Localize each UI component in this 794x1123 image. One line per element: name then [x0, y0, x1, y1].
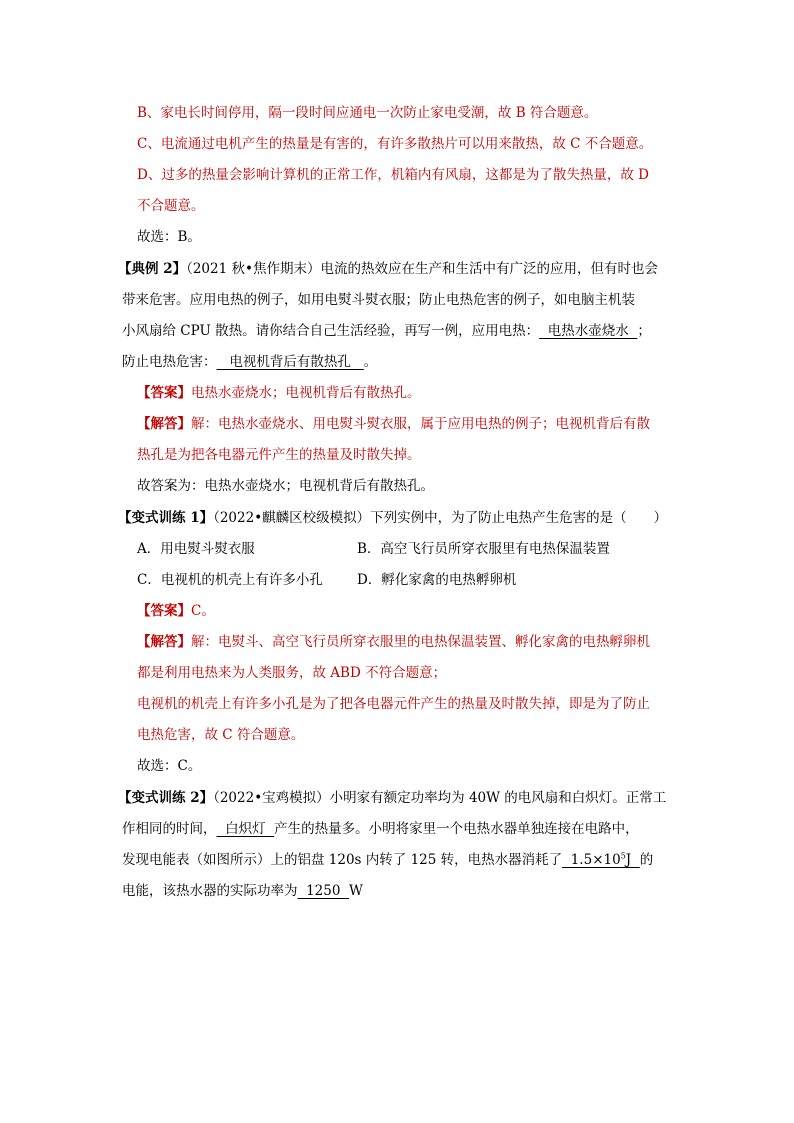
training-2-tag: 【变式训练 2】: [118, 790, 214, 806]
answer-text: 电热水壶烧水；电视机背后有散热孔。: [191, 385, 421, 401]
answer-tag: 【答案】: [137, 385, 191, 401]
training-1-option-b: B．高空飞行员所穿衣服里有电热保温装置: [357, 541, 610, 557]
training-1-answer: [137, 602, 215, 620]
training-1-question: [118, 509, 667, 527]
training-2-text: W: [349, 883, 363, 899]
example-2-question-line3: [122, 322, 651, 340]
example-2-question-line4: [122, 353, 377, 371]
training-2-text: 电能，该热水器的实际功率为: [122, 883, 298, 899]
option-d-text-line1: D、过多的热量会影响计算机的正常工作，机箱内有风扇，这都是为了散失热量，故 D: [137, 167, 649, 183]
training-2-question-line2: [122, 820, 639, 838]
training-2-question-line4: [122, 882, 363, 900]
option-c-text: C、电流通过电机产生的热量是有害的，有许多散热片可以用来散热，故 C 不合题意。: [137, 136, 653, 152]
answer-blank: 电视机背后有散热孔: [216, 354, 364, 370]
training-1-tag: 【变式训练 1】: [118, 510, 214, 526]
exponent: 5: [620, 851, 626, 861]
answer-blank: [562, 852, 640, 868]
example-2-solution-line2: 热孔是为把各电器元件产生的热量及时散失掉。: [137, 447, 421, 463]
choose-line-1: 故选：B。: [137, 229, 201, 245]
training-2-text: 产生的热量多。小明将家里一个电热水器单独连接在电路中，: [274, 821, 639, 837]
training-2-text: 作相同的时间，: [122, 821, 217, 837]
answer-blank-value: 1.5×10: [562, 852, 621, 868]
solution-tag: 【解答】: [137, 416, 191, 432]
training-1-option-d: D．孵化家禽的电热孵卵机: [357, 572, 517, 588]
training-1-solution-line3: 电视机的机壳上有许多小孔是为了把各电器元件产生的热量及时散失掉，即是为了防止: [137, 696, 650, 712]
training-2-text: （2022•宝鸡模拟）小明家有额定功率均为 40W 的电风扇和白炽灯。正常工: [213, 790, 667, 806]
answer-tag: 【答案】: [137, 603, 191, 619]
solution-text: 解：电熨斗、高空飞行员所穿衣服里的电热保温装置、孵化家禽的电热孵卵机: [191, 634, 650, 650]
example-2-text: ；: [637, 323, 651, 339]
training-1-option-a: A．用电熨斗熨衣服: [137, 541, 255, 557]
training-1-text: （2022•麒麟区校级模拟）下列实例中，为了防止电热产生危害的是（ ）: [213, 510, 668, 526]
example-2-question-line2: 带来危害。应用电热的例子，如用电熨斗熨衣服；防止电热危害的例子，如电脑主机装: [122, 292, 635, 308]
example-2-text: （2021 秋•焦作期末）电流的热效应在生产和生活中有广泛的应用，但有时也会: [186, 261, 658, 277]
training-2-question-line3: [122, 851, 653, 869]
answer-blank: 电热水壶烧水: [539, 323, 638, 339]
solution-text: 解：电热水壶烧水、用电熨斗熨衣服，属于应用电热的例子；电视机背后有散: [191, 416, 650, 432]
example-2-text: 小风扇给 CPU 散热。请你结合自己生活经验，再写一例，应用电热：: [122, 323, 540, 339]
training-1-solution-line1: [137, 633, 650, 651]
answer-blank: 白炽灯: [216, 821, 275, 837]
training-2-question-line1: [118, 789, 666, 807]
example-2-text: 。: [363, 354, 378, 370]
training-1-solution-line2: 都是利用电热来为人类服务，故 ABD 不符合题意；: [137, 665, 447, 681]
training-1-solution-line4: 电热危害，故 C 符合题意。: [137, 727, 305, 743]
training-2-text: 的: [639, 852, 654, 868]
training-1-option-c: C．电视机的机壳上有许多小孔: [137, 572, 323, 588]
option-d-text-line2: 不合题意。: [137, 198, 205, 214]
training-1-choose: 故选：C。: [137, 758, 202, 774]
example-2-tag: 【典例 2】: [118, 261, 187, 277]
solution-tag: 【解答】: [137, 634, 191, 650]
training-2-text: 发现电能表（如图所示）上的铝盘 120s 内转了 125 转，电热水器消耗了: [122, 852, 563, 868]
option-b-text: B、家电长时间停用，隔一段时间应通电一次防止家电受潮，故 B 符合题意。: [137, 105, 598, 121]
example-2-final-answer: 故答案为：电热水壶烧水；电视机背后有散热孔。: [137, 478, 434, 494]
answer-text: C。: [191, 603, 215, 619]
example-2-solution-line1: [137, 415, 650, 433]
example-2-text: 防止电热危害：: [122, 354, 217, 370]
example-2-answer: [137, 384, 421, 402]
answer-blank: 1250: [297, 883, 350, 899]
answer-blank-unit: J: [625, 852, 640, 868]
example-2-question-line1: [118, 260, 658, 278]
